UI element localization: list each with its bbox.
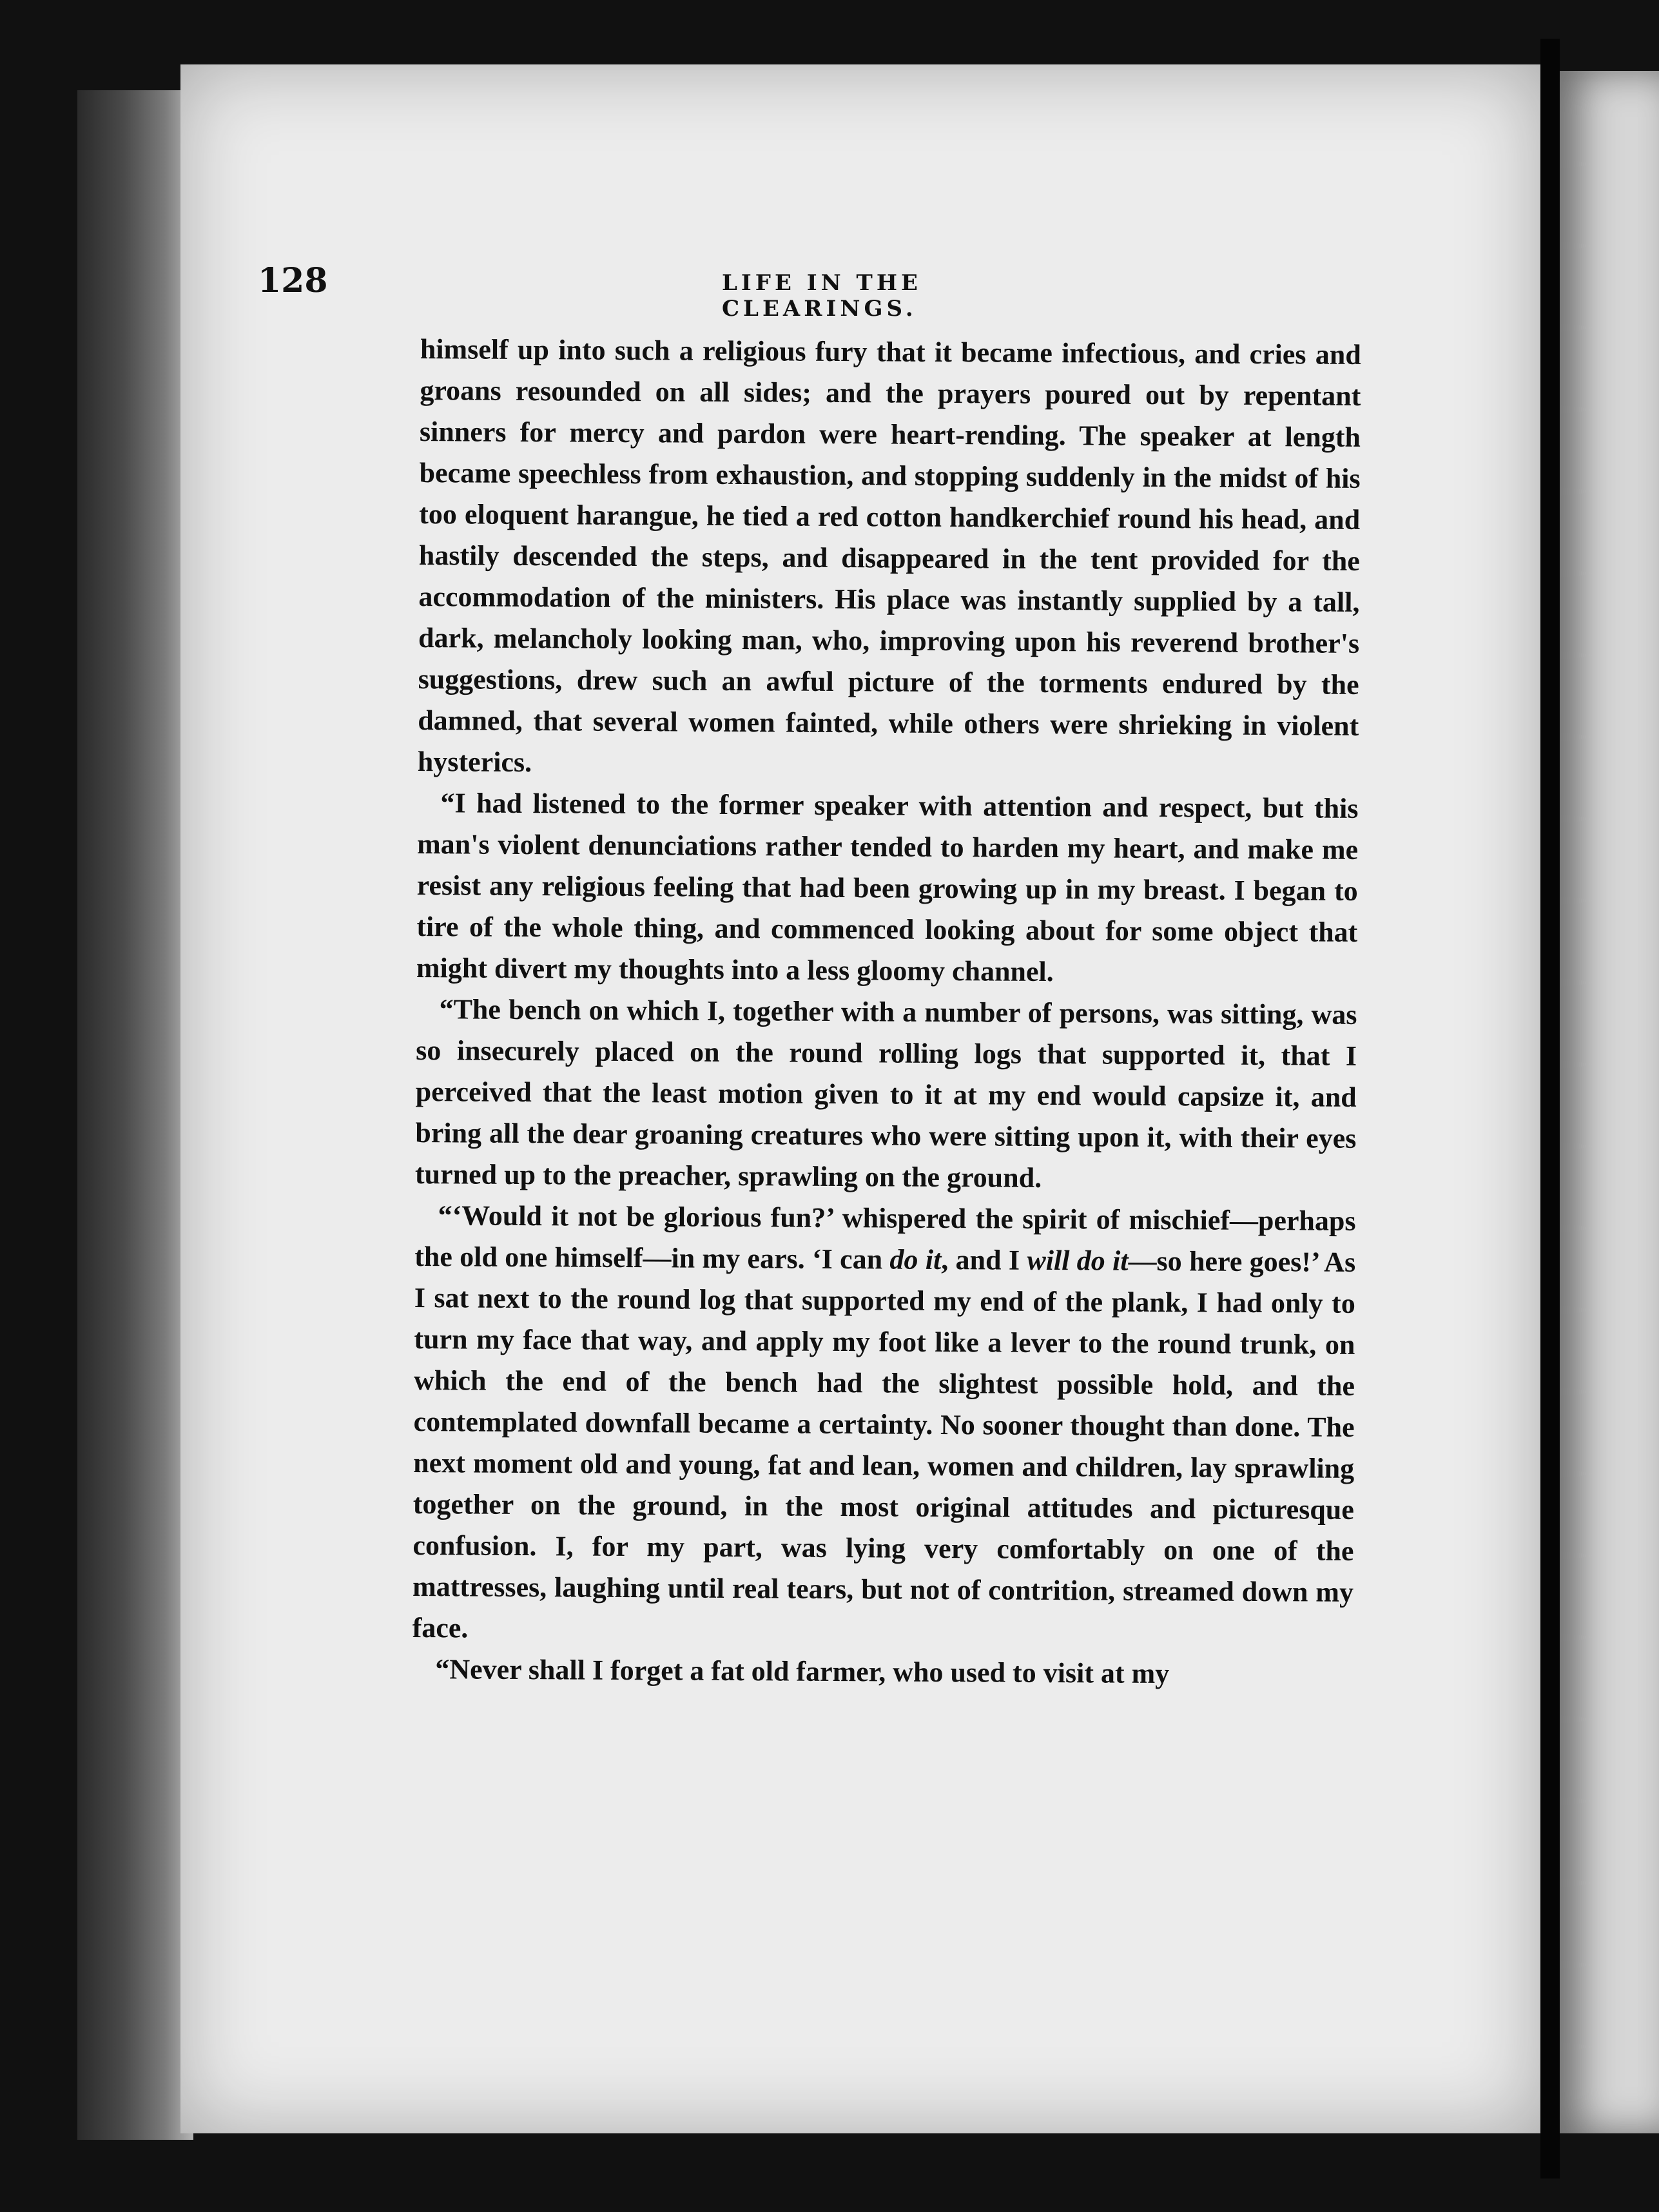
paragraph-text: , and I	[941, 1243, 1027, 1276]
paragraph-text: —so here goes!’ As I sat next to the round log that supported my end of the plank, I had only to turn my face that way, and apply my foot like a lever to the round trunk, on which the end of the bench had the slightest possible hold, and the contemplated downfall became a certainty. No sooner thought than done. The next moment old and young, fat and lean, women and children, lay sprawling together on the ground, in the most original attitudes and picturesque confusion. I, for my part, was lying very comfortably on one of the mattresses, laughing until real tears, but not of contrition, streamed down my face.	[412, 1245, 1356, 1644]
paragraph: “Never shall I forget a fat old farmer, who used to visit at my	[435, 1653, 1170, 1690]
running-head	[258, 261, 1102, 322]
italic-text: do it	[889, 1243, 942, 1276]
italic-text: will do it	[1027, 1244, 1129, 1277]
paragraph	[412, 1195, 1355, 1654]
paragraph-text: “‘Would it not be glorious fun?’ whispered the spirit of mischief—perhaps the old one himself—in my ears. ‘I can	[414, 1199, 1356, 1276]
running-title: LIFE IN THE CLEARINGS.	[722, 270, 922, 322]
paragraph: himself up into such a religious fury that it became infectious, and cries and groans resounded on all sides; and the prayers poured out by repentant sinners for mercy and pardon were heart-rending. The speaker at length became speechless from exhaustion, and stopping suddenly in the midst of his too eloquent harangue, he tied a red cotton handkerchief round his head, and hastily descended the steps, and disappeared in the tent provided for the accommodation of the ministers. His place was instantly supplied by a tall, dark, melancholy looking man, who, improving upon his reverend brother's suggestions, drew such an awful picture of the torments endured by the damned, that several women fainted, while others were shrieking in violent hysterics.	[417, 333, 1361, 779]
paragraph: “The bench on which I, together with a number of persons, was sitting, was so insecurely placed on the round rolling logs that supported it, that I perceived that the least motion given to it at my end would capsize it, and bring all the dear groaning creatures who were sitting upon it, with their eyes turned up to the preacher, sprawling on the ground.	[414, 993, 1357, 1194]
body-text	[412, 329, 1361, 1696]
facing-page-edge	[1560, 71, 1659, 2133]
page-stack-edge	[77, 90, 193, 2140]
paragraph: “I had listened to the former speaker with attention and respect, but this man's violent denunciations rather tended to harden my heart, and make me resist any religious feeling that had been growing up in my breast. I began to tire of the whole thing, and commenced looking about for some object that might divert my thoughts into a less gloomy channel.	[416, 787, 1359, 988]
book-gutter	[1540, 39, 1560, 2178]
page-number: 128	[258, 261, 328, 300]
